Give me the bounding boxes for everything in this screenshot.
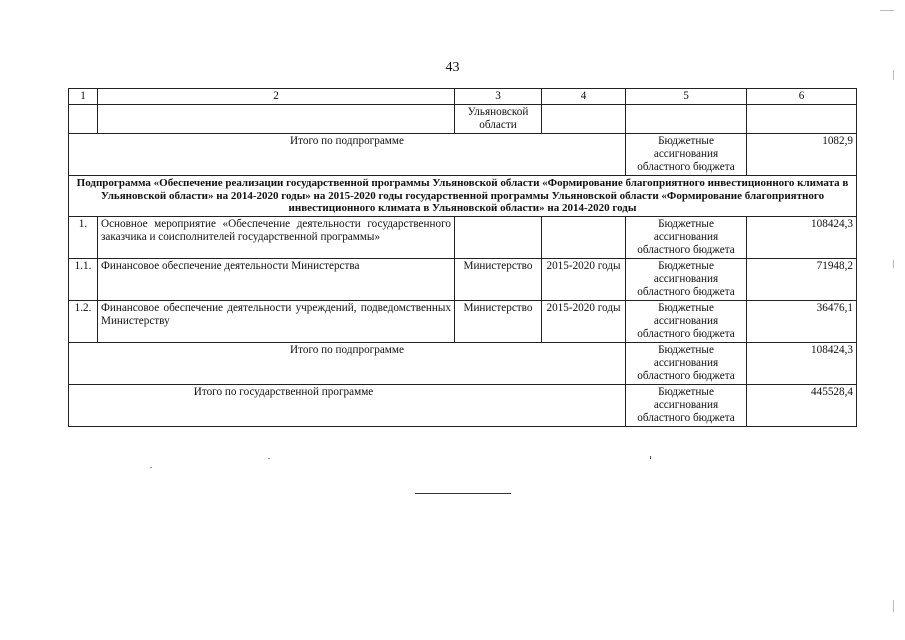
subprogram-total-source-2: Бюджетные ассигнования областного бюджета xyxy=(626,342,747,384)
row-period: 2015-2020 годы xyxy=(542,258,626,300)
row-executor: Министерство xyxy=(455,258,542,300)
row-num: 1.2. xyxy=(69,300,98,342)
header-cell-1: 1 xyxy=(69,89,98,105)
header-cell-5: 5 xyxy=(626,89,747,105)
program-total-amount: 445528,4 xyxy=(747,384,857,426)
row-name: Финансовое обеспечение деятельности учреждений, подведомственных Министерству xyxy=(98,300,455,342)
program-total-row xyxy=(69,384,857,426)
subprogram-total-row-2 xyxy=(69,342,857,384)
row-num: 1.1. xyxy=(69,258,98,300)
row-source: Бюджетные ассигнования областного бюджета xyxy=(626,258,747,300)
subprogram-total-amount-2: 108424,3 xyxy=(747,342,857,384)
page-number: 43 xyxy=(445,60,460,75)
program-total-label: Итого по государственной программе xyxy=(69,384,626,426)
row-amount: 71948,2 xyxy=(747,258,857,300)
header-cell-3: 3 xyxy=(455,89,542,105)
header-cell-4: 4 xyxy=(542,89,626,105)
header-cell-6: 6 xyxy=(747,89,857,105)
subprogram-total-label-2: Итого по подпрограмме xyxy=(69,342,626,384)
subprogram-title-row xyxy=(69,176,857,217)
scan-speck xyxy=(893,260,894,268)
subprogram-total-row xyxy=(69,134,857,176)
row-period: 2015-2020 годы xyxy=(542,300,626,342)
scan-speck xyxy=(893,600,894,612)
row-source: Бюджетные ассигнования областного бюджета xyxy=(626,216,747,258)
row-num: 1. xyxy=(69,216,98,258)
table-row xyxy=(69,258,857,300)
cont-period-cell xyxy=(542,105,626,134)
row-period xyxy=(542,216,626,258)
table-row xyxy=(69,216,857,258)
cont-executor-cell: Ульяновской области xyxy=(455,105,542,134)
cont-amount-cell xyxy=(747,105,857,134)
scan-speck xyxy=(150,467,152,468)
scan-speck xyxy=(893,70,894,80)
row-executor xyxy=(455,216,542,258)
scan-speck xyxy=(880,10,894,11)
scan-speck xyxy=(268,458,270,459)
scan-speck xyxy=(650,456,651,459)
subprogram-total-label: Итого по подпрограмме xyxy=(69,134,626,176)
subprogram-total-amount: 1082,9 xyxy=(747,134,857,176)
cont-num-cell xyxy=(69,105,98,134)
signature-line xyxy=(415,493,511,494)
header-row xyxy=(69,89,857,105)
row-executor: Министерство xyxy=(455,300,542,342)
header-cell-2: 2 xyxy=(98,89,455,105)
continuation-row xyxy=(69,105,857,134)
row-name: Основное мероприятие «Обеспечение деятельности государственного заказчика и соисполнителей государственной программы» xyxy=(98,216,455,258)
row-source: Бюджетные ассигнования областного бюджета xyxy=(626,300,747,342)
table-row xyxy=(69,300,857,342)
subprogram-title: Подпрограмма «Обеспечение реализации государственной программы Ульяновской области «Формирование благоприятного инвестиционного климата в Ульяновской области» на 2014-2020 годы» на 2015-2020 годы государственной программы Ульяновской области «Формирование благоприятного инвестиционного климата в Ульяновской области» на 2014-2020 годы xyxy=(69,176,857,217)
row-amount: 36476,1 xyxy=(747,300,857,342)
cont-name-cell xyxy=(98,105,455,134)
row-name: Финансовое обеспечение деятельности Министерства xyxy=(98,258,455,300)
budget-table xyxy=(68,88,857,427)
cont-source-cell xyxy=(626,105,747,134)
row-amount: 108424,3 xyxy=(747,216,857,258)
subprogram-total-source: Бюджетные ассигнования областного бюджета xyxy=(626,134,747,176)
program-total-source: Бюджетные ассигнования областного бюджета xyxy=(626,384,747,426)
